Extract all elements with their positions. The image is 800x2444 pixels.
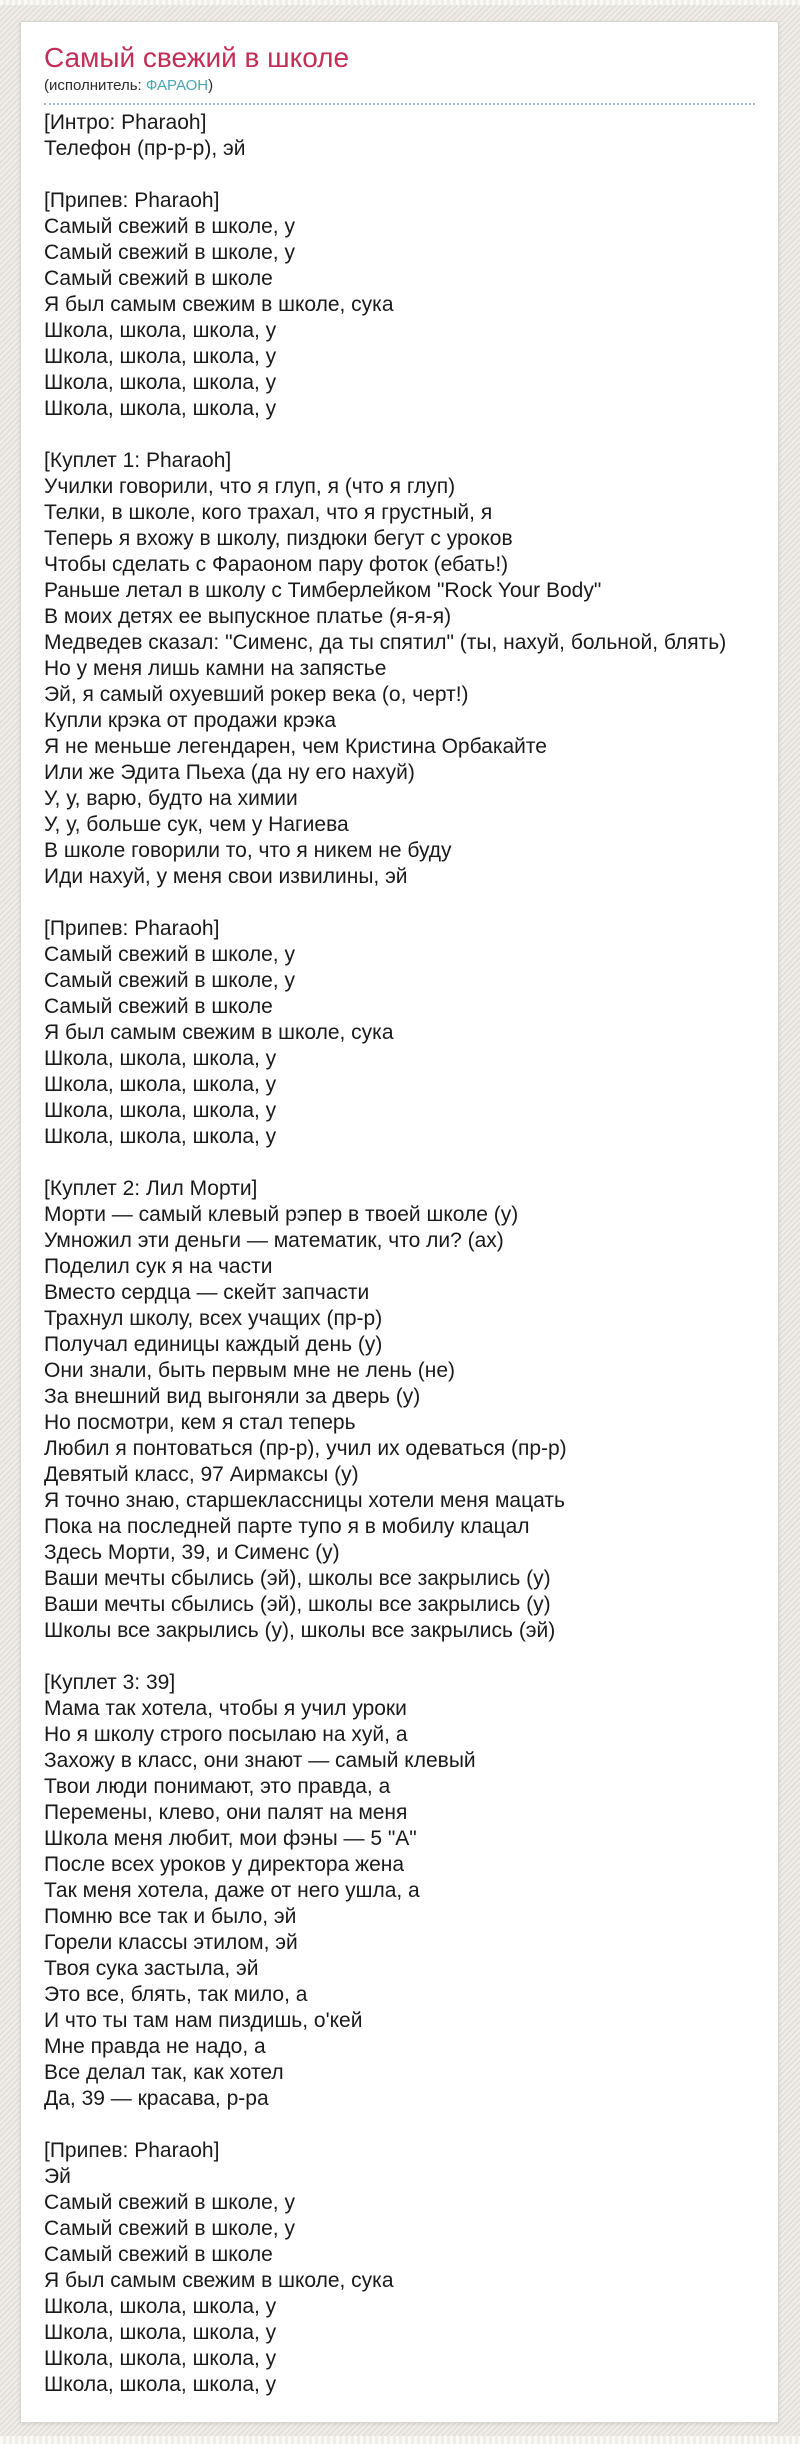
lyrics-line: Я был самым свежим в школе, сука	[44, 293, 394, 316]
lyrics-line: После всех уроков у директора жена	[44, 1853, 405, 1876]
lyrics-line: Ваши мечты сбылись (эй), школы все закрылись (у)	[44, 1567, 551, 1590]
lyrics-line: Так меня хотела, даже от него ушла, а	[44, 1879, 420, 1902]
lyrics-line: Школа, школа, школа, у	[44, 2347, 277, 2370]
stanza	[44, 188, 755, 422]
section-header-line: [Куплет 2: Лил Морти]	[44, 1177, 258, 1200]
lyrics-line: Получал единицы каждый день (у)	[44, 1333, 383, 1356]
lyrics-line: Я был самым свежим в школе, сука	[44, 1021, 394, 1044]
lyrics-line: Твоя сука застыла, эй	[44, 1957, 259, 1980]
lyrics-line: Но у меня лишь камни на запястье	[44, 657, 387, 680]
lyrics-line: Самый свежий в школе, у	[44, 943, 295, 966]
stanza	[44, 2138, 755, 2398]
artist-label-suffix: )	[208, 77, 214, 94]
lyrics-line: Вместо сердца — скейт запчасти	[44, 1281, 370, 1304]
lyrics-line: Самый свежий в школе	[44, 995, 273, 1018]
section-header-line: [Интро: Pharaoh]	[44, 111, 207, 134]
lyrics-line: В школе говорили то, что я никем не буду	[44, 839, 452, 862]
lyrics-line: Самый свежий в школе, у	[44, 969, 295, 992]
section-header-line: [Куплет 3: 39]	[44, 1671, 176, 1694]
lyrics-line: Я не меньше легендарен, чем Кристина Орбакайте	[44, 735, 547, 758]
lyrics-line: Школа меня любит, мои фэны — 5 "А"	[44, 1827, 417, 1850]
lyrics-line: Помню все так и было, эй	[44, 1905, 297, 1928]
lyrics-line: Телефон (пр-р-р), эй	[44, 137, 246, 160]
song-title: Самый свежий в школе	[44, 42, 350, 73]
lyrics-line: Ваши мечты сбылись (эй), школы все закрылись (у)	[44, 1593, 551, 1616]
lyrics-line: Морти — самый клевый рэпер в твоей школе (у)	[44, 1203, 519, 1226]
lyrics-line: Школа, школа, школа, у	[44, 2373, 277, 2396]
lyrics-line: Телки, в школе, кого трахал, что я грустный, я	[44, 501, 493, 524]
lyrics-line: Раньше летал в школу с Тимберлейком "Rock Your Body"	[44, 579, 602, 602]
lyrics-line: Я точно знаю, старшеклассницы хотели меня мацать	[44, 1489, 565, 1512]
artist-line	[44, 76, 755, 96]
section-header-line: [Припев: Pharaoh]	[44, 2139, 220, 2162]
lyrics-line: Школа, школа, школа, у	[44, 397, 277, 420]
stanza	[44, 448, 755, 890]
lyrics-line: Самый свежий в школе, у	[44, 241, 295, 264]
lyrics-line: Самый свежий в школе	[44, 2243, 273, 2266]
stanza	[44, 1176, 755, 1644]
lyrics-line: Школа, школа, школа, у	[44, 371, 277, 394]
lyrics-line: Твои люди понимают, это правда, а	[44, 1775, 391, 1798]
lyrics-line: Умножил эти деньги — математик, что ли? (ах)	[44, 1229, 504, 1252]
lyrics-line: Училки говорили, что я глуп, я (что я глуп)	[44, 475, 456, 498]
lyrics-line: Школа, школа, школа, у	[44, 1073, 277, 1096]
lyrics-line: Здесь Морти, 39, и Сименс (у)	[44, 1541, 340, 1564]
artist-link[interactable]: ФАРАОН	[145, 77, 209, 94]
page-texture-bottom-strip	[0, 2436, 800, 2444]
lyrics-line: Школа, школа, школа, у	[44, 345, 277, 368]
section-header-line: [Куплет 1: Pharaoh]	[44, 449, 232, 472]
lyrics-line: У, у, больше сук, чем у Нагиева	[44, 813, 349, 836]
lyrics-line: Школа, школа, школа, у	[44, 2295, 277, 2318]
lyrics-line: Самый свежий в школе, у	[44, 215, 295, 238]
lyrics-line: У, у, варю, будто на химии	[44, 787, 298, 810]
lyrics-line: Да, 39 — красава, р-ра	[44, 2087, 269, 2110]
lyrics-line: Мне правда не надо, а	[44, 2035, 266, 2058]
page-texture-top-strip	[0, 0, 800, 5]
lyrics-line: Или же Эдита Пьеха (да ну его нахуй)	[44, 761, 415, 784]
lyrics-line: Самый свежий в школе, у	[44, 2191, 295, 2214]
lyrics-line: Это все, блять, так мило, а	[44, 1983, 308, 2006]
lyrics	[44, 110, 755, 2398]
lyrics-line: Школы все закрылись (у), школы все закрылись (эй)	[44, 1619, 556, 1642]
stanza	[44, 110, 755, 162]
lyrics-line: Медведев сказал: "Сименс, да ты спятил" (ты, нахуй, больной, блять)	[44, 631, 727, 654]
lyrics-line: Мама так хотела, чтобы я учил уроки	[44, 1697, 407, 1720]
lyrics-line: Пока на последней парте тупо я в мобилу клацал	[44, 1515, 530, 1538]
lyrics-line: Самый свежий в школе	[44, 267, 273, 290]
lyrics-line: Я был самым свежим в школе, сука	[44, 2269, 394, 2292]
lyrics-line: Трахнул школу, всех учащих (пр-р)	[44, 1307, 383, 1330]
lyrics-line: Купли крэка от продажи крэка	[44, 709, 337, 732]
lyrics-line: Эй, я самый охуевший рокер века (о, черт!)	[44, 683, 469, 706]
section-header-line: [Припев: Pharaoh]	[44, 189, 220, 212]
artist-label: (исполнитель:	[44, 77, 146, 94]
song-header	[44, 42, 755, 105]
lyrics-line: И что ты там нам пиздишь, о'кей	[44, 2009, 363, 2032]
lyrics-line: Но посмотри, кем я стал теперь	[44, 1411, 356, 1434]
lyrics-line: В моих детях ее выпускное платье (я-я-я)	[44, 605, 452, 628]
lyrics-line: Чтобы сделать с Фараоном пару фоток (ебать!)	[44, 553, 509, 576]
lyrics-line: Самый свежий в школе, у	[44, 2217, 295, 2240]
lyrics-line: Иди нахуй, у меня свои извилины, эй	[44, 865, 408, 888]
lyrics-line: Но я школу строго посылаю на хуй, а	[44, 1723, 408, 1746]
lyrics-line: Теперь я вхожу в школу, пиздюки бегут с уроков	[44, 527, 513, 550]
lyrics-line: Они знали, быть первым мне не лень (не)	[44, 1359, 456, 1382]
lyrics-card	[20, 21, 779, 2423]
lyrics-line: Захожу в класс, они знают — самый клевый	[44, 1749, 476, 1772]
lyrics-line: За внешний вид выгоняли за дверь (у)	[44, 1385, 421, 1408]
lyrics-line: Любил я понтоваться (пр-р), учил их одеваться (пр-р)	[44, 1437, 567, 1460]
lyrics-line: Все делал так, как хотел	[44, 2061, 284, 2084]
lyrics-line: Перемены, клево, они палят на меня	[44, 1801, 408, 1824]
lyrics-line: Школа, школа, школа, у	[44, 1047, 277, 1070]
lyrics-line: Школа, школа, школа, у	[44, 319, 277, 342]
section-header-line: [Припев: Pharaoh]	[44, 917, 220, 940]
lyrics-line: Школа, школа, школа, у	[44, 2321, 277, 2344]
lyrics-line: Эй	[44, 2165, 71, 2188]
lyrics-line: Поделил сук я на части	[44, 1255, 273, 1278]
lyrics-line: Школа, школа, школа, у	[44, 1125, 277, 1148]
lyrics-line: Девятый класс, 97 Аирмаксы (у)	[44, 1463, 359, 1486]
lyrics-line: Школа, школа, школа, у	[44, 1099, 277, 1122]
stanza	[44, 1670, 755, 2112]
lyrics-line: Горели классы этилом, эй	[44, 1931, 298, 1954]
stanza	[44, 916, 755, 1150]
